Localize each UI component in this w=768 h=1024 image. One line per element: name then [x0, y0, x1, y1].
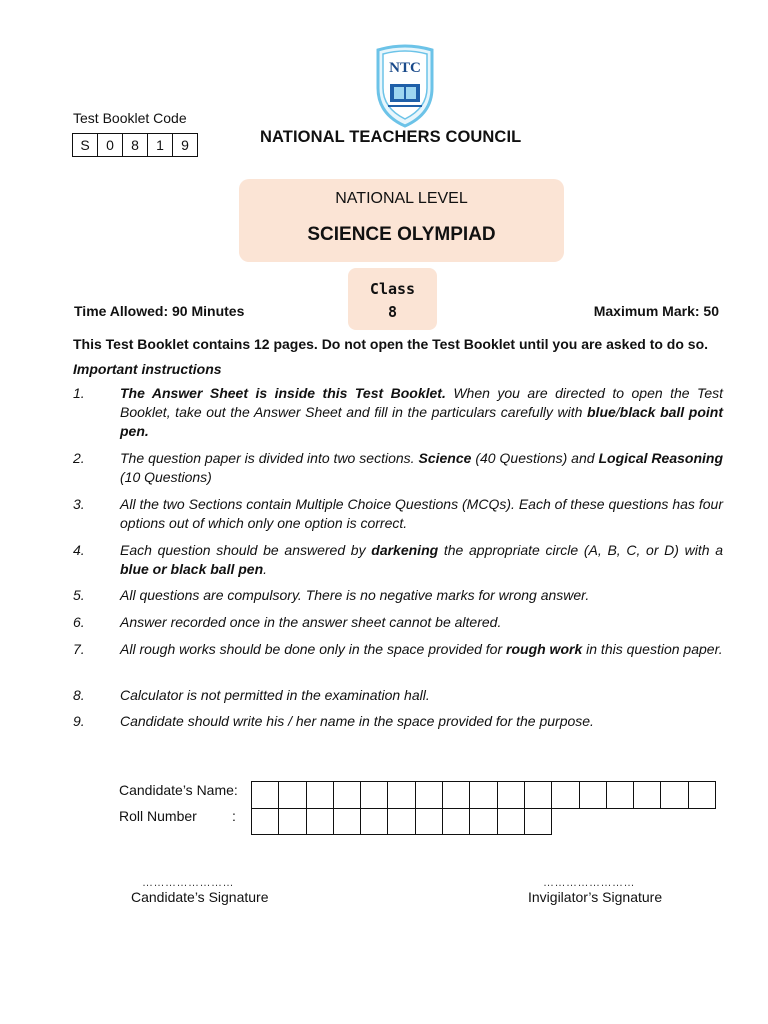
instruction-number: 3.	[73, 496, 85, 512]
grid-cell[interactable]	[416, 808, 443, 834]
class-label: Class	[369, 280, 416, 298]
candidate-name-label: Candidate’s Name:	[119, 782, 238, 798]
booklet-pages-note: This Test Booklet contains 12 pages. Do not open the Test Booklet until you are asked to do so.	[73, 336, 709, 352]
banner-level: NATIONAL LEVEL	[335, 190, 468, 207]
instruction-item	[73, 640, 723, 659]
grid-cell[interactable]	[307, 808, 334, 834]
roll-number-label: Roll Number	[119, 808, 197, 824]
instruction-number: 7.	[73, 641, 85, 657]
instruction-number: 6.	[73, 614, 85, 630]
candidate-signature-label: Candidate’s Signature	[131, 889, 269, 905]
grid-cell[interactable]	[525, 808, 552, 834]
grid-cell[interactable]	[525, 782, 552, 808]
instruction-item	[73, 495, 723, 533]
instruction-text: Each question should be answered by darkening the appropriate circle (A, B, C, or D) with a blue or black ball pen.	[120, 542, 723, 577]
instruction-text: Answer recorded once in the answer sheet cannot be altered.	[120, 614, 502, 630]
grid-cell[interactable]	[252, 782, 279, 808]
grid-cell[interactable]	[498, 782, 525, 808]
roll-number-colon: :	[232, 808, 236, 824]
instruction-item	[73, 613, 723, 632]
instruction-number: 8.	[73, 687, 85, 703]
grid-cell[interactable]	[279, 782, 306, 808]
instruction-text: Candidate should write his / her name in the space provided for the purpose.	[120, 713, 594, 729]
grid-cell[interactable]	[416, 782, 443, 808]
grid-cell[interactable]	[661, 782, 688, 808]
instruction-number: 5.	[73, 587, 85, 603]
booklet-code-boxes	[72, 133, 198, 157]
instruction-item	[73, 586, 723, 605]
logo-text: NTC	[389, 60, 421, 76]
instructions-heading: Important instructions	[73, 361, 222, 377]
grid-cell[interactable]	[334, 782, 361, 808]
shield-logo-icon	[374, 44, 436, 128]
code-digit: S	[73, 134, 98, 156]
grid-cell[interactable]	[607, 782, 634, 808]
candidate-signature-line: ……………………	[142, 877, 234, 889]
grid-cell[interactable]	[470, 808, 497, 834]
instruction-number: 4.	[73, 542, 85, 558]
code-digit: 8	[123, 134, 148, 156]
instruction-text: All rough works should be done only in the space provided for rough work in this question paper.	[120, 641, 723, 657]
instruction-number: 9.	[73, 713, 85, 729]
instruction-text: All the two Sections contain Multiple Choice Questions (MCQs). Each of these questions has four options out of which only one option is correct.	[120, 496, 723, 531]
invigilator-signature-label: Invigilator’s Signature	[528, 889, 663, 905]
instruction-number: 2.	[73, 450, 85, 466]
class-value: 8	[387, 303, 398, 321]
code-digit: 0	[98, 134, 123, 156]
grid-cell[interactable]	[634, 782, 661, 808]
grid-cell[interactable]	[361, 808, 388, 834]
grid-cell[interactable]	[443, 808, 470, 834]
instruction-text: All questions are compulsory. There is no negative marks for wrong answer.	[120, 587, 590, 603]
code-digit: 1	[148, 134, 173, 156]
grid-cell[interactable]	[279, 808, 306, 834]
instruction-item	[73, 712, 723, 731]
grid-cell[interactable]	[552, 782, 579, 808]
roll-number-grid[interactable]	[251, 808, 552, 835]
invigilator-signature-line: ……………………	[543, 877, 635, 889]
candidate-name-grid[interactable]	[251, 781, 716, 809]
grid-cell[interactable]	[388, 782, 415, 808]
time-allowed: Time Allowed: 90 Minutes	[74, 303, 245, 319]
code-digit: 9	[181, 137, 189, 153]
exam-banner	[239, 179, 564, 262]
ntc-logo	[374, 44, 436, 128]
instruction-item	[73, 384, 723, 441]
grid-cell[interactable]	[307, 782, 334, 808]
grid-cell[interactable]	[443, 782, 470, 808]
instruction-number: 1.	[73, 385, 85, 401]
instruction-item	[73, 686, 723, 705]
grid-cell[interactable]	[252, 808, 279, 834]
instruction-item	[73, 449, 723, 487]
instruction-text: Calculator is not permitted in the examination hall.	[120, 687, 430, 703]
grid-cell[interactable]	[334, 808, 361, 834]
instruction-text: The Answer Sheet is inside this Test Booklet. When you are directed to open the Test Booklet, take out the Answer Sheet and fill in the particulars carefully with blue/black ball point pen.	[120, 385, 724, 439]
grid-cell[interactable]	[361, 782, 388, 808]
maximum-mark: Maximum Mark: 50	[593, 303, 719, 319]
instruction-item	[73, 541, 723, 579]
grid-cell[interactable]	[388, 808, 415, 834]
booklet-code-label: Test Booklet Code	[73, 110, 187, 126]
banner-exam-title: SCIENCE OLYMPIAD	[307, 224, 496, 245]
grid-cell[interactable]	[498, 808, 525, 834]
grid-cell[interactable]	[689, 782, 716, 808]
instruction-text: The question paper is divided into two sections. Science (40 Questions) and Logical Reasoning (10 Questions)	[120, 450, 723, 485]
grid-cell[interactable]	[580, 782, 607, 808]
council-title: NATIONAL TEACHERS COUNCIL	[260, 128, 522, 146]
grid-cell[interactable]	[470, 782, 497, 808]
class-box	[348, 268, 437, 330]
